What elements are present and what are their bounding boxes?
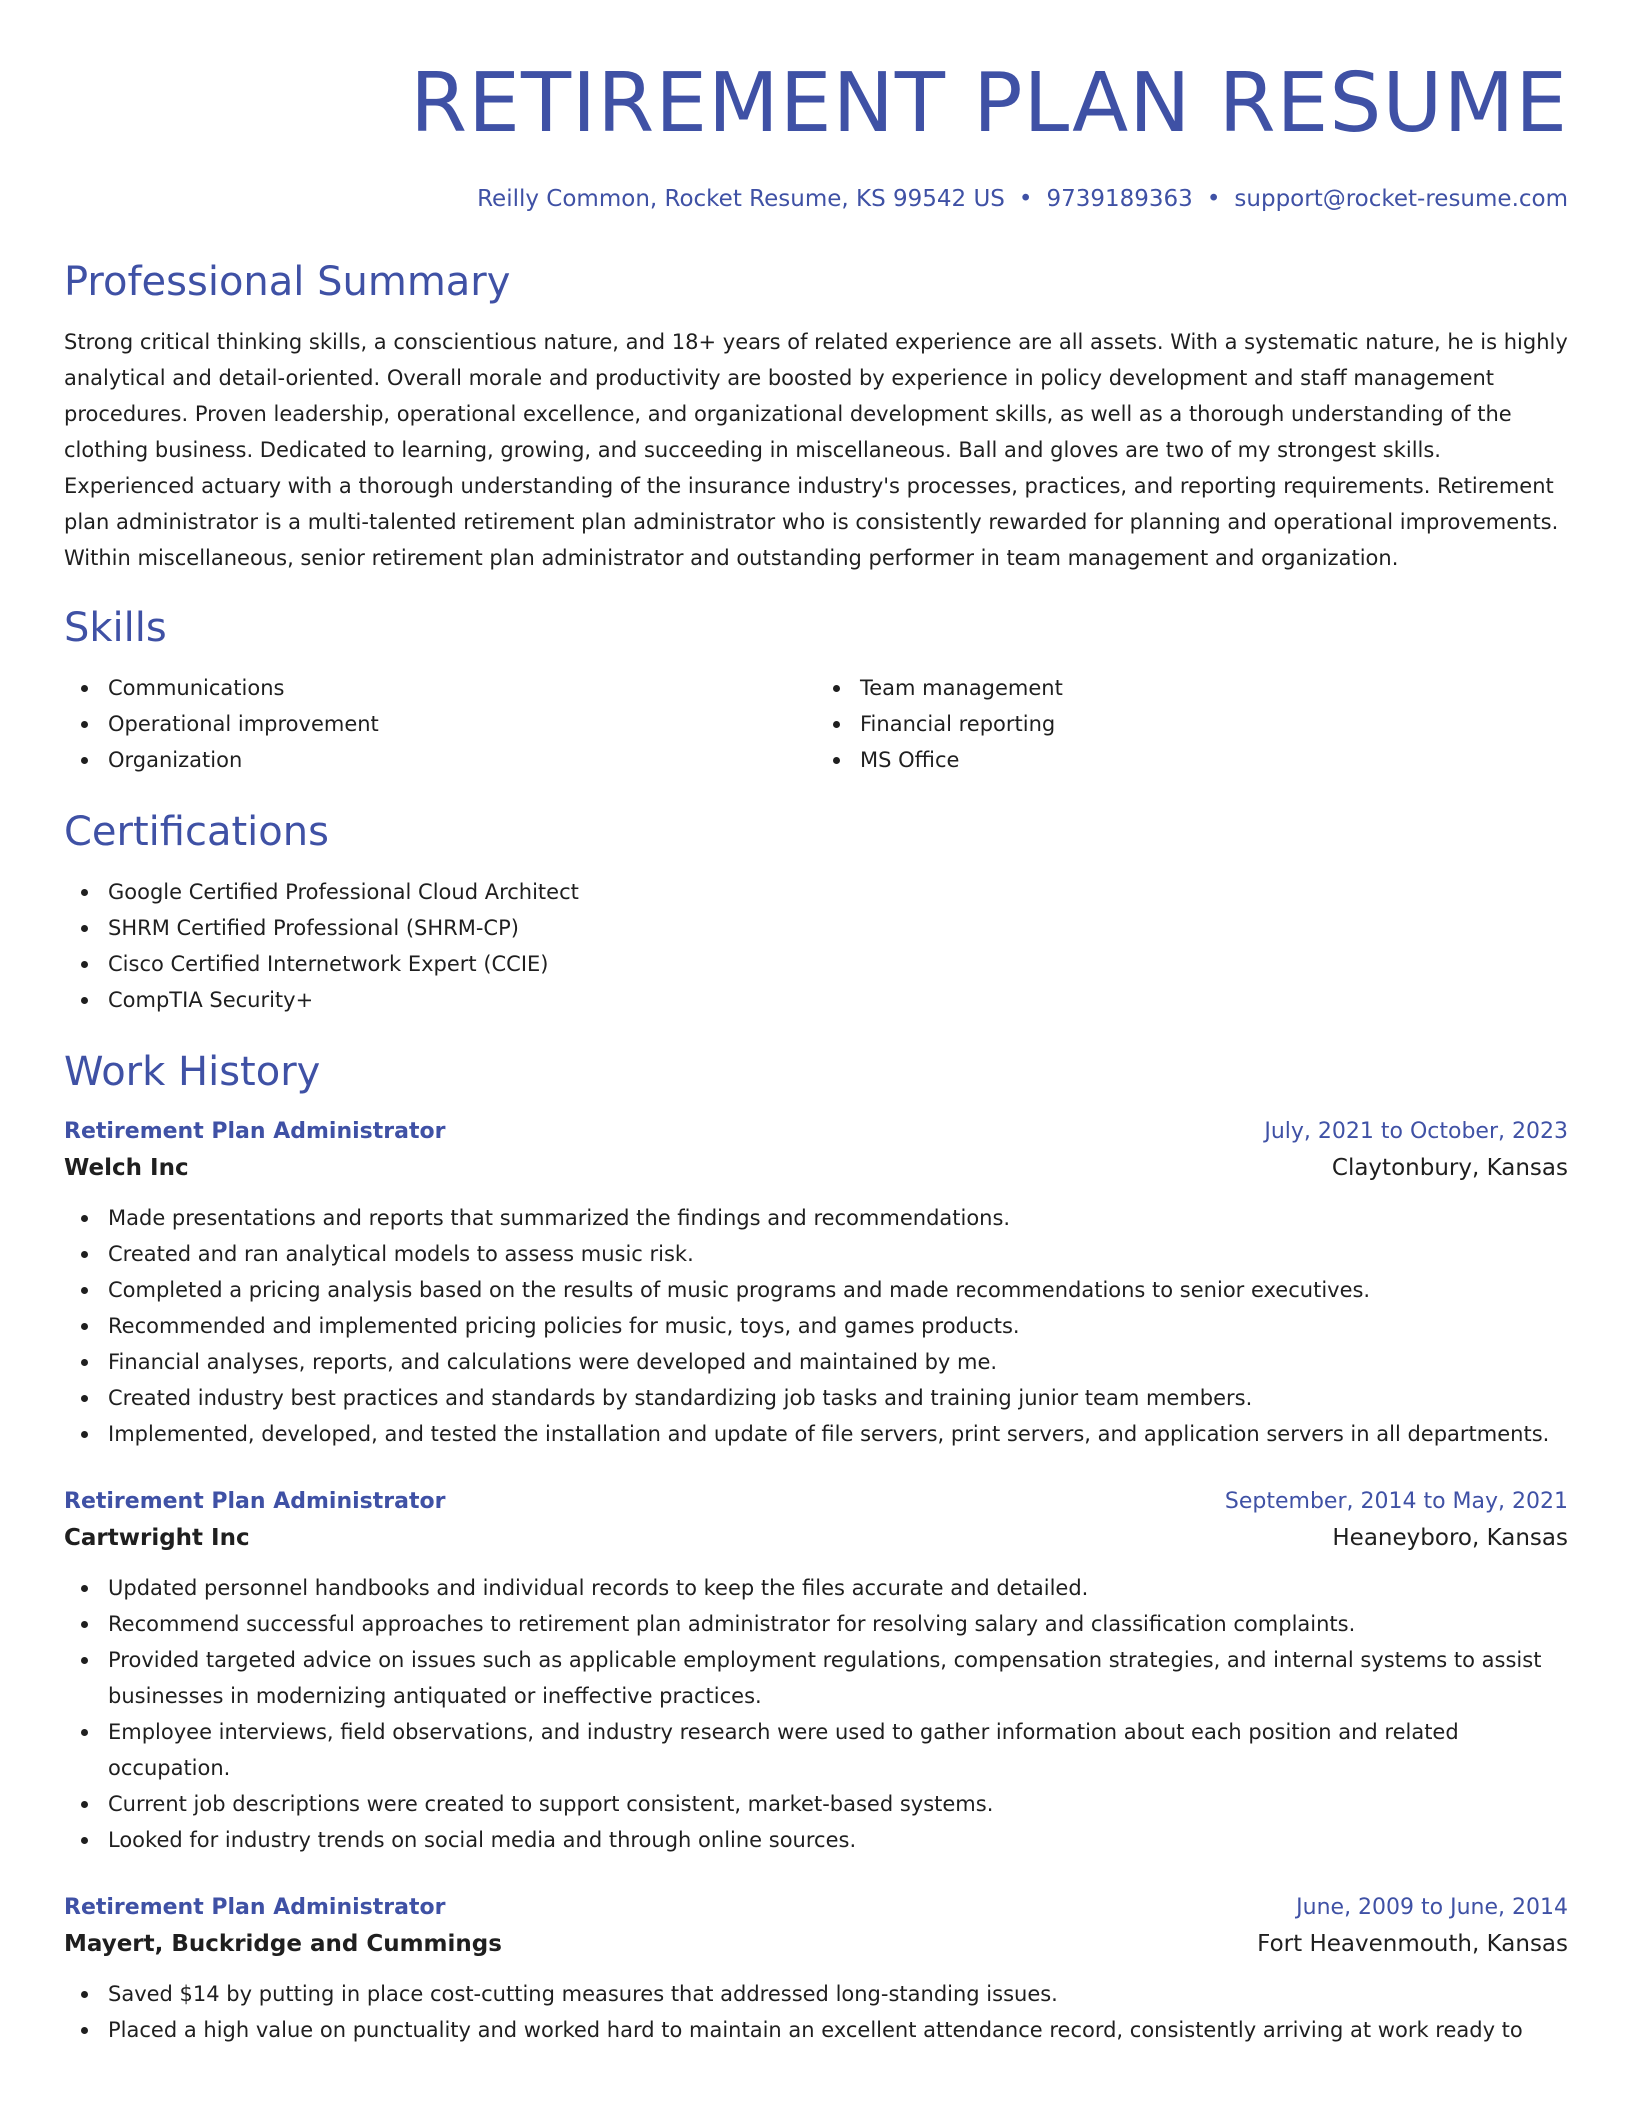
job-bullet: Financial analyses, reports, and calculations were developed and maintained by me. bbox=[108, 1344, 1568, 1380]
job-entry bbox=[64, 1114, 1568, 1452]
job-bullet: Recommended and implemented pricing policies for music, toys, and games products. bbox=[108, 1308, 1568, 1344]
job-bullets bbox=[64, 1200, 1568, 1452]
job-bullet: Made presentations and reports that summarized the findings and recommendations. bbox=[108, 1200, 1568, 1236]
job-location: Fort Heavenmouth, Kansas bbox=[1257, 1931, 1568, 1957]
job-bullet: Saved $14 by putting in place cost-cutting measures that addressed long-standing issues. bbox=[108, 1976, 1568, 2012]
contact-address: Reilly Common, Rocket Resume, KS 99542 US bbox=[477, 186, 1005, 212]
job-entry bbox=[64, 1484, 1568, 1858]
job-title: Retirement Plan Administrator bbox=[64, 1895, 446, 1920]
certification-item: SHRM Certified Professional (SHRM-CP) bbox=[108, 910, 1568, 946]
job-title: Retirement Plan Administrator bbox=[64, 1489, 446, 1514]
summary-heading: Professional Summary bbox=[64, 259, 511, 305]
certification-item: Google Certified Professional Cloud Architect bbox=[108, 874, 1568, 910]
job-entry bbox=[64, 1890, 1568, 2048]
job-bullet: Employee interviews, field observations, and industry research were used to gather information about each position and related occupation. bbox=[108, 1714, 1568, 1786]
job-location: Claytonbury, Kansas bbox=[1331, 1155, 1568, 1181]
job-bullet: Created and ran analytical models to assess music risk. bbox=[108, 1236, 1568, 1272]
skills-heading: Skills bbox=[64, 605, 167, 651]
job-title: Retirement Plan Administrator bbox=[64, 1119, 446, 1144]
skills-column-right bbox=[816, 670, 1568, 778]
contact-separator: • bbox=[1206, 186, 1221, 212]
skill-item: Communications bbox=[108, 670, 816, 706]
contact-phone[interactable]: 9739189363 bbox=[1046, 186, 1193, 212]
job-location: Heaneyboro, Kansas bbox=[1332, 1525, 1568, 1551]
certifications-list bbox=[64, 874, 1568, 1018]
job-dates: July, 2021 to October, 2023 bbox=[1264, 1119, 1568, 1144]
job-bullet: Current job descriptions were created to support consistent, market-based systems. bbox=[108, 1786, 1568, 1822]
contact-line bbox=[64, 184, 1568, 214]
job-bullet: Provided targeted advice on issues such as applicable employment regulations, compensation strategies, and internal systems to assist businesses in modernizing antiquated or ineffective practices. bbox=[108, 1642, 1568, 1714]
skill-item: Team management bbox=[860, 670, 1568, 706]
certification-item: CompTIA Security+ bbox=[108, 982, 1568, 1018]
job-bullet: Completed a pricing analysis based on the results of music programs and made recommendations to senior executives. bbox=[108, 1272, 1568, 1308]
certification-item: Cisco Certified Internetwork Expert (CCIE) bbox=[108, 946, 1568, 982]
resume-page bbox=[64, 0, 1568, 2048]
job-bullet: Placed a high value on punctuality and worked hard to maintain an excellent attendance record, consistently arriving at work ready to bbox=[108, 2012, 1568, 2048]
job-company: Mayert, Buckridge and Cummings bbox=[64, 1931, 502, 1957]
job-company: Welch Inc bbox=[64, 1155, 189, 1181]
resume-title: RETIREMENT PLAN RESUME bbox=[410, 56, 1568, 151]
contact-separator: • bbox=[1018, 186, 1033, 212]
job-bullet: Looked for industry trends on social media and through online sources. bbox=[108, 1822, 1568, 1858]
skill-item: MS Office bbox=[860, 742, 1568, 778]
job-bullets bbox=[64, 1570, 1568, 1858]
job-bullet: Implemented, developed, and tested the installation and update of file servers, print servers, and application servers in all departments. bbox=[108, 1416, 1568, 1452]
job-bullet: Created industry best practices and standards by standardizing job tasks and training junior team members. bbox=[108, 1380, 1568, 1416]
skill-item: Financial reporting bbox=[860, 706, 1568, 742]
job-bullets bbox=[64, 1976, 1568, 2048]
contact-email[interactable]: support@rocket-resume.com bbox=[1234, 186, 1568, 212]
skills-list bbox=[64, 670, 1568, 778]
job-company: Cartwright Inc bbox=[64, 1525, 250, 1551]
summary-text: Strong critical thinking skills, a conscientious nature, and 18+ years of related experience are all assets. With a systematic nature, he is highly analytical and detail-oriented. Overall morale and productivity are boosted by experience in policy development and staff management procedures. Proven leadership, operational excellence, and organizational development skills, as well as a thorough understanding of the clothing business. Dedicated to learning, growing, and succeeding in miscellaneous. Ball and gloves are two of my strongest skills. Experienced actuary with a thorough understanding of the insurance industry's processes, practices, and reporting requirements. Retirement plan administrator is a multi-talented retirement plan administrator who is consistently rewarded for planning and operational improvements. Within miscellaneous, senior retirement plan administrator and outstanding performer in team management and organization. bbox=[64, 330, 1568, 570]
skill-item: Organization bbox=[108, 742, 816, 778]
work-history-heading: Work History bbox=[64, 1049, 321, 1095]
skill-item: Operational improvement bbox=[108, 706, 816, 742]
job-bullet: Updated personnel handbooks and individual records to keep the files accurate and detailed. bbox=[108, 1570, 1568, 1606]
job-dates: September, 2014 to May, 2021 bbox=[1224, 1489, 1568, 1514]
skills-column-left bbox=[64, 670, 816, 778]
job-dates: June, 2009 to June, 2014 bbox=[1296, 1895, 1568, 1920]
job-bullet: Recommend successful approaches to retirement plan administrator for resolving salary and classification complaints. bbox=[108, 1606, 1568, 1642]
certifications-heading: Certifications bbox=[64, 809, 329, 855]
